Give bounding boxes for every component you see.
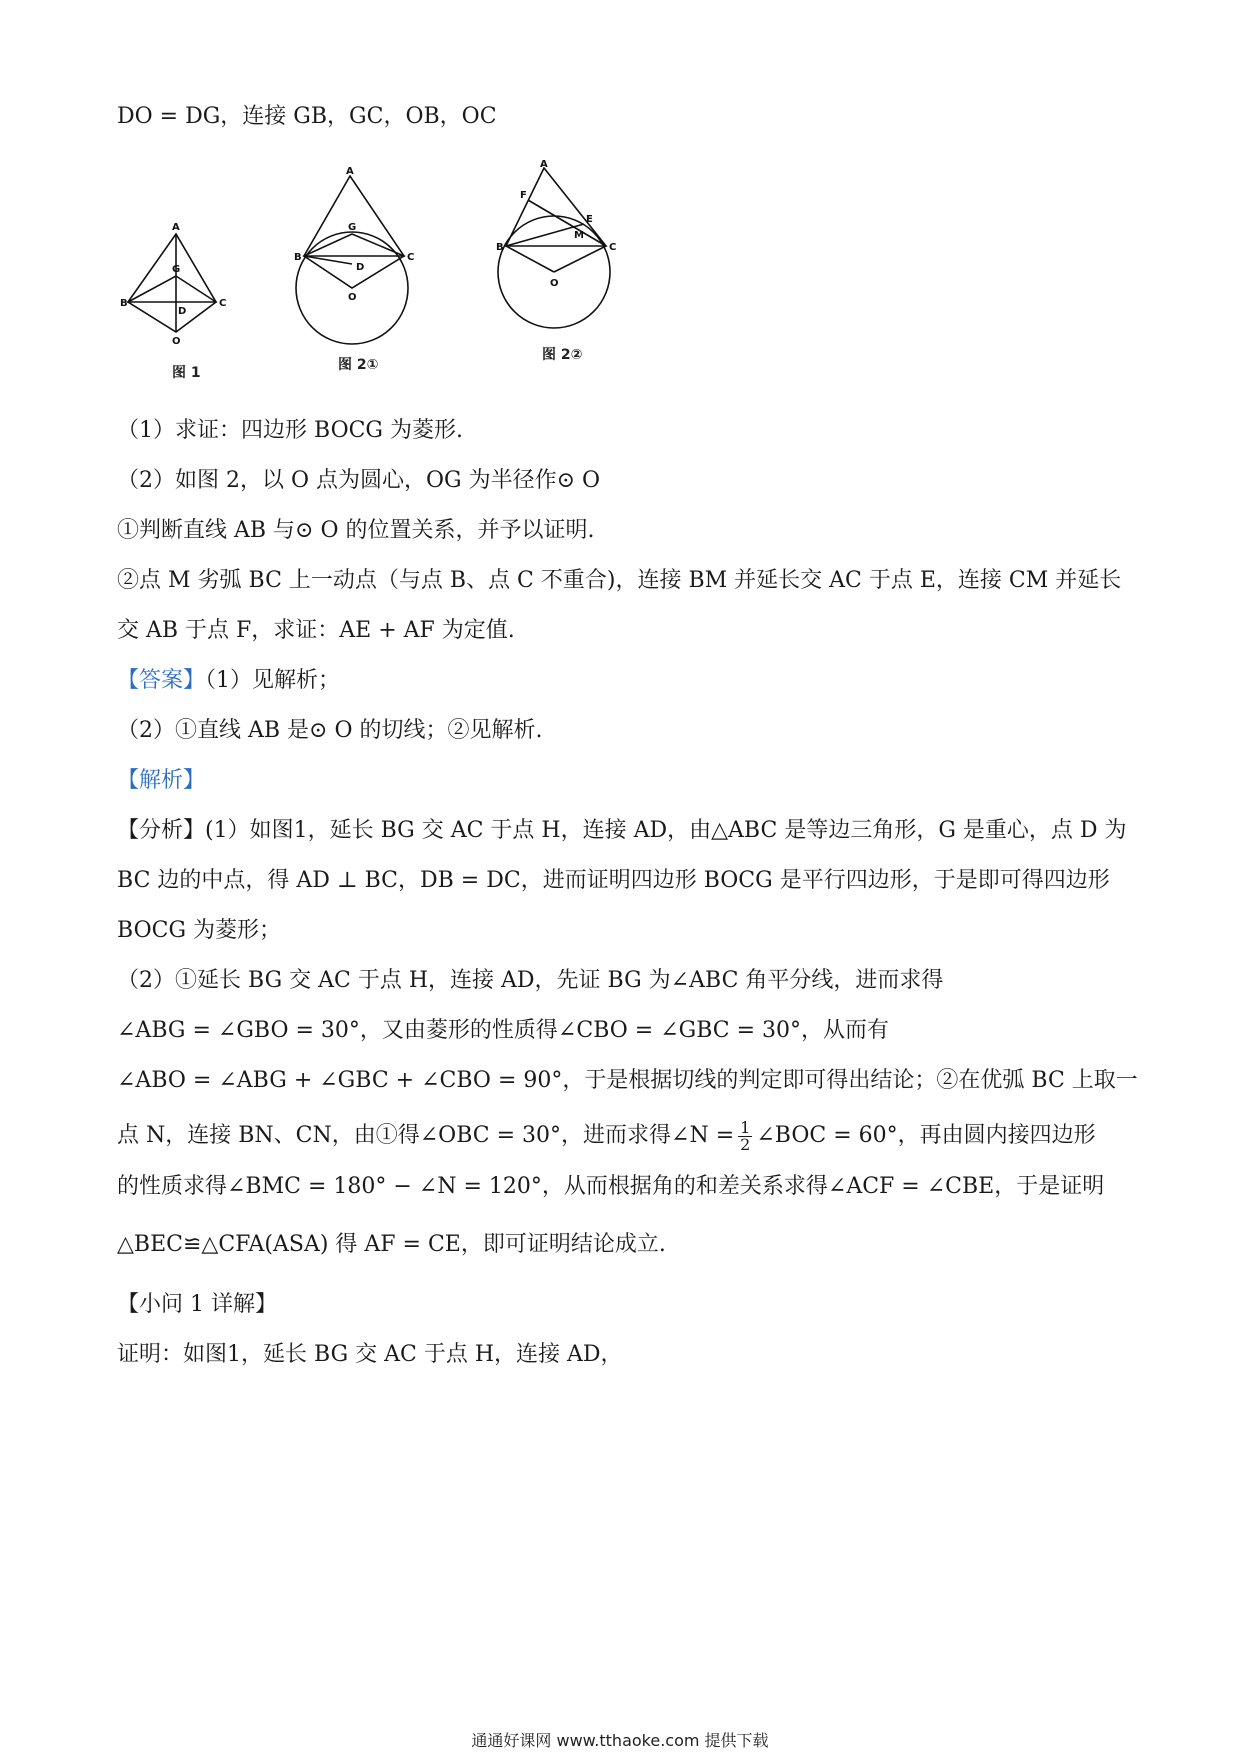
fig1-label-o: O	[172, 336, 181, 347]
fig2b-label-c: C	[609, 242, 617, 253]
fig1-label-b: B	[120, 298, 128, 309]
analysis-label: 【解析】	[117, 768, 206, 793]
figure-1	[120, 220, 240, 360]
page-footer: 通通好课网 www.tthaoke.com 提供下载	[471, 1731, 769, 1750]
analysis-line-4: （2）①延长 BG 交 AC 于点 H，连接 AD，先证 BG 为∠ABC 角平分线，进而求得	[117, 968, 944, 993]
fig2a-label-c: C	[407, 252, 415, 263]
fraction-denominator: 2	[740, 1134, 751, 1154]
analysis-line-7-pre: 点 N，连接 BN、CN，由①得∠OBC = 30°，进而求得∠N =	[117, 1123, 735, 1148]
analysis-line-2: BC 边的中点，得 AD ⊥ BC，DB = DC，进而证明四边形 BOCG 是平行四边形，于是即可得四边形	[117, 868, 1110, 893]
fig2b-label-o: O	[550, 278, 559, 289]
question-2b-cont: 交 AB 于点 F，求证：AE + AF 为定值.	[117, 618, 515, 643]
question-1: （1）求证：四边形 BOCG 为菱形.	[117, 418, 463, 443]
fig2b-label-a: A	[540, 160, 548, 170]
answer-1: （1）见解析；	[205, 668, 341, 693]
fig1-label-a: A	[172, 222, 180, 233]
analysis-line-5: ∠ABG = ∠GBO = 30°，又由菱形的性质得∠CBO = ∠GBC = 30°，从而有	[117, 1018, 890, 1043]
fraction-one-half	[738, 1117, 752, 1154]
question-2a: ①判断直线 AB 与⊙ O 的位置关系，并予以证明.	[117, 518, 595, 543]
fig2a-label-d: D	[356, 262, 365, 273]
analysis-line-3: BOCG 为菱形；	[117, 918, 282, 943]
subquestion-1-heading: 【小问 1 详解】	[117, 1292, 277, 1317]
analysis-line-7-post: ∠BOC = 60°，再由圆内接四边形	[756, 1123, 1096, 1148]
answer-label: 【答案】	[117, 668, 206, 693]
fig2b-caption: 图 2②	[542, 347, 583, 363]
fig2b-label-f: F	[520, 190, 527, 201]
figure-1-drawing	[120, 220, 240, 360]
fig2b-label-e: E	[586, 214, 593, 225]
fig2a-label-o: O	[348, 292, 357, 303]
fig2b-label-b: B	[496, 242, 504, 253]
fig2a-label-a: A	[346, 166, 354, 177]
figure-2b	[494, 160, 624, 340]
answer-line-1	[117, 666, 340, 696]
fraction-numerator: 1	[740, 1117, 751, 1137]
analysis-line-9: △BEC≌△CFA(ASA) 得 AF = CE，即可证明结论成立.	[117, 1232, 666, 1257]
question-2b: ②点 M 劣弧 BC 上一动点（与点 B、点 C 不重合)，连接 BM 并延长交 AC 于点 E，连接 CM 并延长	[117, 568, 1122, 593]
answer-2: （2）①直线 AB 是⊙ O 的切线；②见解析.	[117, 718, 543, 743]
proof-line-1: 证明：如图1，延长 BG 交 AC 于点 H，连接 AD，	[117, 1342, 623, 1367]
fig2a-caption: 图 2①	[338, 357, 379, 373]
analysis-line-6: ∠ABO = ∠ABG + ∠GBC + ∠CBO = 90°，于是根据切线的判定即可得出结论；②在优弧 BC 上取一	[117, 1068, 1138, 1093]
figure-2a	[292, 166, 422, 356]
fig2a-label-g: G	[348, 222, 357, 233]
question-2: （2）如图 2，以 O 点为圆心，OG 为半径作⊙ O	[117, 468, 601, 493]
analysis-line-8: 的性质求得∠BMC = 180° − ∠N = 120°，从而根据角的和差关系求得∠ACF = ∠CBE，于是证明	[117, 1174, 1105, 1199]
analysis-line-7	[117, 1116, 1096, 1156]
fig1-label-c: C	[219, 298, 227, 309]
fig1-label-d: D	[178, 306, 187, 317]
text-line-do-dg: DO = DG，连接 GB，GC，OB，OC	[117, 104, 497, 129]
fig2b-label-m: M	[574, 230, 584, 241]
fig1-label-g: G	[172, 264, 181, 275]
analysis-line-1: 【分析】(1）如图1，延长 BG 交 AC 于点 H，连接 AD，由△ABC 是等边三角形，G 是重心，点 D 为	[117, 818, 1127, 843]
fig2a-label-b: B	[294, 252, 302, 263]
fig1-caption: 图 1	[172, 365, 201, 381]
figure-2b-drawing	[494, 160, 624, 340]
figure-2a-drawing	[292, 166, 422, 356]
